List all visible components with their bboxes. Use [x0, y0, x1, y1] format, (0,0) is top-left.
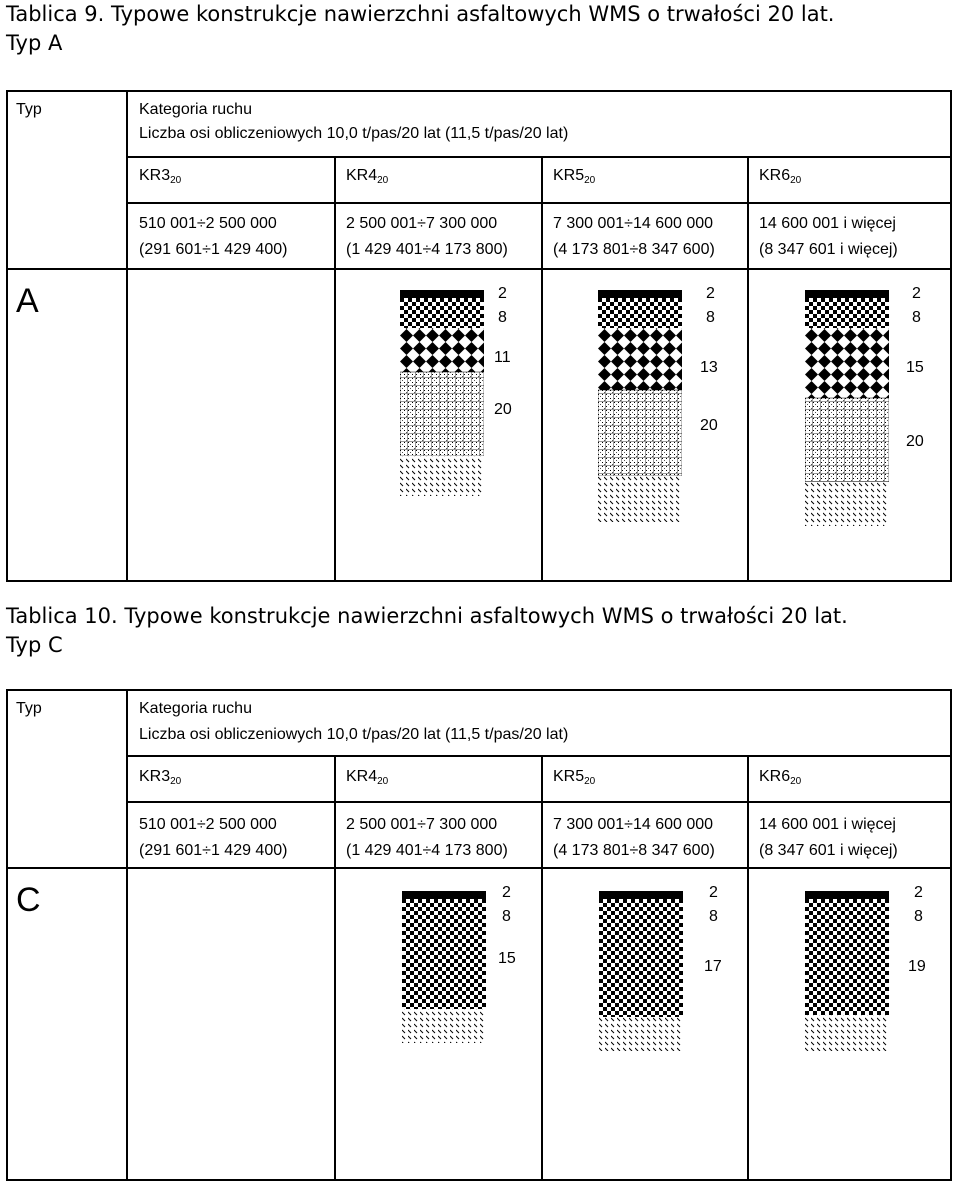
header-kategoria: Kategoria ruchu	[139, 700, 252, 717]
divider	[126, 156, 952, 158]
thickness-label: 2	[706, 285, 715, 302]
divider	[334, 156, 336, 580]
divider	[126, 92, 128, 580]
traffic-range-alt: (4 173 801÷8 347 600)	[553, 842, 715, 859]
layer-wearing	[598, 290, 682, 298]
layer-foundation	[598, 390, 682, 476]
caption-line-1: Tablica 9. Typowe konstrukcje nawierzchni asfaltowych WMS o trwałości 20 lat.	[6, 2, 835, 26]
layer-binder	[805, 899, 889, 929]
divider	[334, 755, 336, 1179]
divider	[747, 156, 749, 580]
thickness-label: 15	[498, 950, 516, 967]
traffic-range: 7 300 001÷14 600 000	[553, 816, 714, 833]
caption-line-1: Tablica 10. Typowe konstrukcje nawierzchni asfaltowych WMS o trwałości 20 lat.	[6, 604, 848, 628]
caption-line-2: Typ C	[6, 633, 63, 657]
layer-stack	[598, 290, 682, 522]
type-letter: A	[16, 282, 39, 320]
divider	[8, 867, 952, 869]
layer-base	[400, 328, 484, 372]
thickness-label: 2	[914, 884, 923, 901]
header-liczba: Liczba osi obliczeniowych 10,0 t/pas/20 lat (11,5 t/pas/20 lat)	[139, 726, 569, 743]
layer-wearing	[400, 290, 484, 298]
thickness-label: 20	[700, 417, 718, 434]
divider	[541, 156, 543, 580]
divider	[8, 268, 952, 270]
header-liczba: Liczba osi obliczeniowych 10,0 t/pas/20 lat (11,5 t/pas/20 lat)	[139, 125, 569, 142]
layer-subgrade	[805, 1015, 889, 1051]
type-letter: C	[16, 881, 41, 919]
divider	[126, 202, 952, 204]
layer-binder	[805, 298, 889, 328]
traffic-range: 510 001÷2 500 000	[139, 816, 277, 833]
layer-wearing	[805, 290, 889, 298]
traffic-range: 7 300 001÷14 600 000	[553, 215, 714, 232]
layer-stack	[805, 290, 889, 526]
thickness-label: 11	[494, 349, 511, 366]
layer-binder	[599, 899, 683, 929]
caption-line-2: Typ A	[6, 31, 63, 55]
header-kategoria: Kategoria ruchu	[139, 101, 252, 118]
layer-subgrade	[400, 456, 484, 496]
thickness-label: 8	[912, 309, 921, 326]
thickness-label: 8	[914, 908, 923, 925]
traffic-range-alt: (1 429 401÷4 173 800)	[346, 241, 508, 258]
layer-binder	[402, 899, 486, 929]
divider	[541, 755, 543, 1179]
thickness-label: 8	[709, 908, 718, 925]
layer-subgrade	[599, 1017, 683, 1051]
layer-foundation	[400, 372, 484, 456]
traffic-range-alt: (291 601÷1 429 400)	[139, 842, 288, 859]
divider	[126, 755, 952, 757]
layer-subgrade	[598, 476, 682, 522]
kr-label: $KR6_{20}$	[759, 768, 802, 787]
thickness-label: 8	[498, 309, 507, 326]
layer-foundation	[805, 398, 889, 482]
divider	[126, 801, 952, 803]
header-typ: Typ	[16, 700, 42, 717]
kr-label: $KR4_{20}$	[346, 167, 389, 186]
layer-subgrade	[805, 482, 889, 526]
thickness-label: 2	[912, 285, 921, 302]
table-caption	[6, 602, 848, 660]
layer-base	[805, 929, 889, 1015]
thickness-label: 15	[906, 359, 924, 376]
thickness-label: 2	[709, 884, 718, 901]
layer-stack	[400, 290, 484, 496]
layer-binder	[400, 298, 484, 328]
thickness-label: 2	[498, 285, 507, 302]
kr-label: $KR3_{20}$	[139, 768, 182, 787]
traffic-range-alt: (1 429 401÷4 173 800)	[346, 842, 508, 859]
thickness-label: 13	[700, 359, 718, 376]
table-caption	[6, 0, 835, 58]
thickness-label: 20	[906, 433, 924, 450]
divider	[747, 755, 749, 1179]
traffic-range: 14 600 001 i więcej	[759, 215, 896, 232]
layer-stack	[599, 891, 683, 1051]
thickness-label: 17	[704, 958, 722, 975]
traffic-range-alt: (8 347 601 i więcej)	[759, 241, 898, 258]
traffic-range: 2 500 001÷7 300 000	[346, 816, 498, 833]
pavement-table-c	[6, 689, 952, 1181]
kr-label: $KR5_{20}$	[553, 167, 596, 186]
layer-base	[599, 929, 683, 1017]
kr-label: $KR6_{20}$	[759, 167, 802, 186]
layer-stack	[402, 891, 486, 1043]
divider	[126, 691, 128, 1179]
layer-base	[402, 929, 486, 1009]
layer-wearing	[402, 891, 486, 899]
layer-subgrade	[402, 1009, 486, 1043]
layer-wearing	[599, 891, 683, 899]
traffic-range: 14 600 001 i więcej	[759, 816, 896, 833]
layer-base	[598, 328, 682, 390]
traffic-range: 510 001÷2 500 000	[139, 215, 277, 232]
pavement-table-a	[6, 90, 952, 582]
kr-label: $KR3_{20}$	[139, 167, 182, 186]
thickness-label: 8	[502, 908, 511, 925]
kr-label: $KR4_{20}$	[346, 768, 389, 787]
layer-wearing	[805, 891, 889, 899]
layer-base	[805, 328, 889, 398]
traffic-range: 2 500 001÷7 300 000	[346, 215, 498, 232]
header-typ: Typ	[16, 101, 42, 118]
thickness-label: 20	[494, 401, 512, 418]
thickness-label: 2	[502, 884, 511, 901]
traffic-range-alt: (4 173 801÷8 347 600)	[553, 241, 715, 258]
layer-binder	[598, 298, 682, 328]
layer-stack	[805, 891, 889, 1051]
thickness-label: 19	[908, 958, 926, 975]
traffic-range-alt: (8 347 601 i więcej)	[759, 842, 898, 859]
traffic-range-alt: (291 601÷1 429 400)	[139, 241, 288, 258]
thickness-label: 8	[706, 309, 715, 326]
kr-label: $KR5_{20}$	[553, 768, 596, 787]
